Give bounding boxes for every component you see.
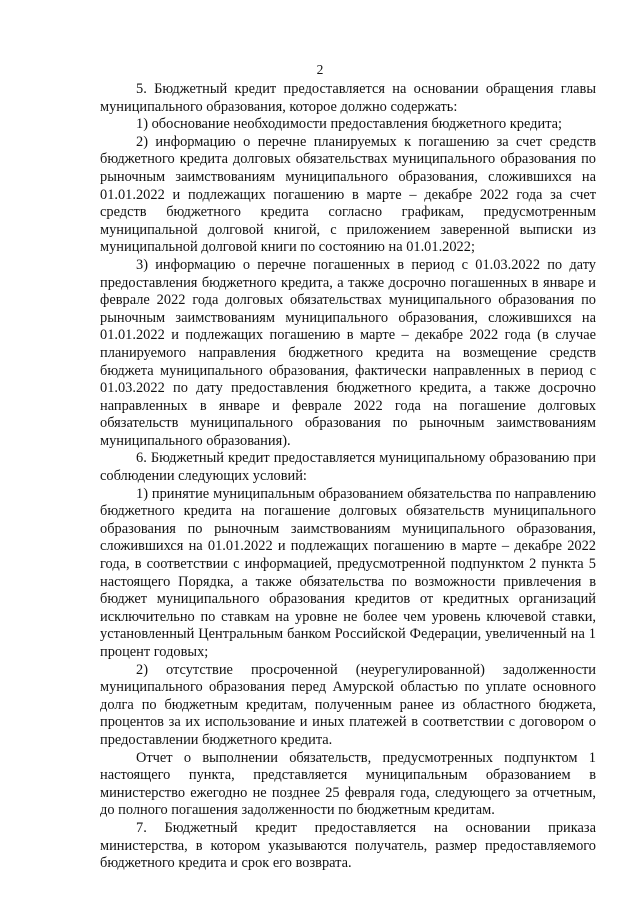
page-number: 2 bbox=[316, 62, 324, 77]
paragraph-6-intro: 6. Бюджетный кредит предоставляется муниципальному образованию при соблюдении следующих условий: bbox=[100, 450, 596, 485]
paragraph-5-item-2: 2) информацию о перечне планируемых к погашению за счет средств бюджетного кредита долговых обязательствах муниципального образования по рыночным заимствованиям муниципального образования, сложившихся на 01.01.2022 и подлежащих погашению в марте – декабре 2022 года за счет средств бюджетного кредита согласно графикам, предусмотренным муниципальной долговой книгой, с приложением заверенной выписки из муниципальной долговой книги по состоянию на 01.01.2022; bbox=[100, 133, 596, 256]
document-body bbox=[100, 81, 596, 873]
paragraph-5-intro: 5. Бюджетный кредит предоставляется на основании обращения главы муниципального образования, которое должно содержать: bbox=[100, 81, 596, 115]
paragraph-7: 7. Бюджетный кредит предоставляется на основании приказа министерства, в котором указываются получатель, размер предоставляемого бюджетного кредита и срок его возврата. bbox=[100, 819, 596, 872]
paragraph-6-item-1: 1) принятие муниципальным образованием обязательства по направлению бюджетного кредита на погашение долговых обязательств муниципального образования по рыночным заимствованиям муниципального образования, сложившихся на 01.01.2022 и подлежащих погашению в марте – декабре 2022 года, в соответствии с информацией, предусмотренной подпунктом 2 пункта 5 настоящего Порядка, а также обязательства по возможности привлечения в бюджет муниципального образования кредитов от кредитных организаций исключительно по ставкам на уровне не более чем уровень ключевой ставки, установленный Центральным банком Российской Федерации, увеличенный на 1 процент годовых; bbox=[100, 485, 596, 660]
paragraph-5-item-3: 3) информацию о перечне погашенных в период с 01.03.2022 по дату предоставления бюджетного кредита, а также досрочно погашенных в январе и феврале 2022 года долговых обязательствах муниципального образования по рыночным заимствованиям муниципального образования, сложившихся на 01.01.2022 и подлежащих погашению в марте – декабре 2022 года (в случае планируемого направления бюджетного кредита на возмещение средств бюджета муниципального образования, фактически направленных в период с 01.03.2022 по дату предоставления бюджетного кредита, а также досрочно направленных в январе и феврале 2022 года на погашение долговых обязательств муниципального образования по рыночным заимствованиям муниципального образования). bbox=[100, 256, 596, 449]
paragraph-5-item-1: 1) обоснование необходимости предоставления бюджетного кредита; bbox=[136, 116, 563, 133]
paragraph-6-report: Отчет о выполнении обязательств, предусмотренных подпунктом 1 настоящего пункта, представляется муниципальным образованием в министерство ежегодно не позднее 25 февраля года, следующего за отчетным, до полного погашения задолженности по бюджетным кредитам. bbox=[100, 749, 596, 819]
paragraph-6-item-2: 2) отсутствие просроченной (неурегулированной) задолженности муниципального образования перед Амурской областью по уплате основного долга по бюджетным кредитам, полученным ранее из областного бюджета, процентов за их использование и иных платежей в соответствии с договором о предоставлении бюджетного кредита. bbox=[100, 661, 596, 748]
